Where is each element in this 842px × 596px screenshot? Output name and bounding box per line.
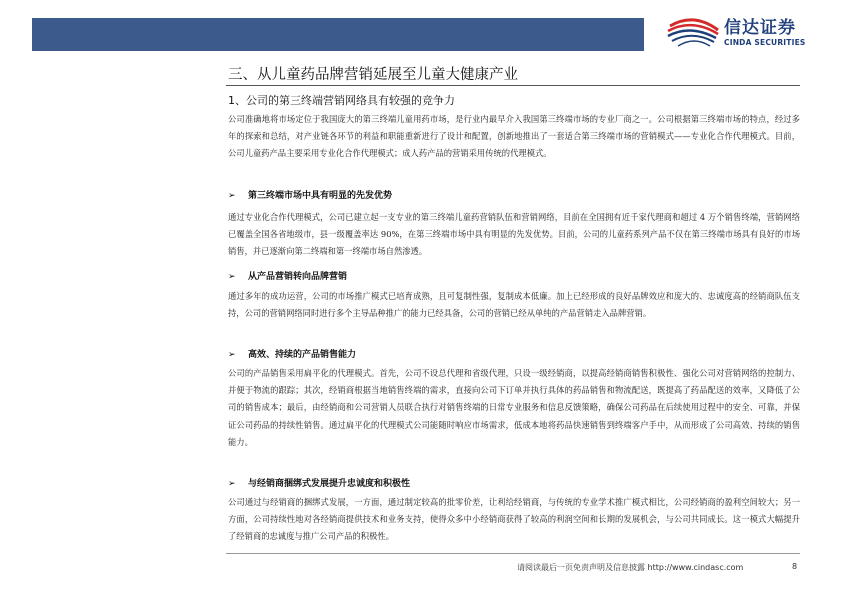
- subsection-title: 1、公司的第三终端营销网络具有较强的竞争力: [228, 94, 455, 107]
- footer-disclaimer-link[interactable]: 请阅读最后一页免责声明及信息披露 http://www.cindasc.com: [517, 563, 744, 572]
- footer-divider: [226, 553, 800, 554]
- bullet-heading-4: [228, 476, 410, 489]
- bullet-heading-text: 高效、持续的产品销售能力: [248, 350, 357, 360]
- bullet-heading-text: 与经销商捆绑式发展提升忠诚度和积极性: [248, 479, 411, 489]
- bullet-heading-text: 第三终端市场中具有明显的先发优势: [248, 191, 393, 201]
- bullet-heading-text: 从产品营销转向品牌营销: [248, 272, 348, 282]
- brand-name-en: CINDA SECURITIES: [724, 38, 806, 47]
- arrow-bullet-icon: ➢: [228, 479, 236, 489]
- logo-text: [724, 18, 806, 47]
- section-divider: [226, 85, 800, 86]
- arrow-bullet-icon: ➢: [228, 191, 236, 201]
- intro-paragraph: 公司准确地将市场定位于我国庞大的第三终端儿童用药市场，是行业内最早介入我国第三终端市场的专业厂商之一。公司根据第三终端市场的特点，经过多年的探索和总结，对产业链各环节的利益和职能重新进行了设计和配置，创新地推出了一套适合第三终端市场的营销模式——专业化合作代理模式。目前，公司儿童药产品主要采用专业化合作代理模式；成人药产品的营销采用传统的代理模式。: [228, 114, 800, 159]
- section-title: 三、从儿童药品牌营销延展至儿童大健康产业: [228, 67, 518, 83]
- paragraph-distributor-binding: 公司通过与经销商的捆绑式发展，一方面，通过制定较高的批零价差，让利给经销商，与传统的专业学术推广模式相比，公司经销商的盈利空间较大；另一方面，公司持续性地对各经销商提供技术和业务支持，使得众多中小经销商获得了较高的利润空间和长期的发展机会，与公司共同成长。这一模式大幅提升了经销商的忠诚度与推广公司产品的积极性。: [228, 497, 800, 542]
- bullet-heading-3: [228, 347, 356, 360]
- brand-name-cn: 信达证券: [724, 18, 796, 38]
- arrow-bullet-icon: ➢: [228, 350, 236, 360]
- paragraph-brand-marketing: 通过多年的成功运营，公司的市场推广模式已培育成熟，且可复制性强，复制成本低廉。加上已经形成的良好品牌效应和庞大的、忠诚度高的经销商队伍支持，公司的营销网络同时进行多个主导品种推广的能力已经具备，公司的营销已经从单纯的产品营销走入品牌营销。: [228, 291, 800, 319]
- header-bar: [32, 18, 644, 51]
- paragraph-sales-capability: 公司的产品销售采用扁平化的代理模式。首先，公司不设总代理和省级代理，只设一级经销商，以提高经销商销售积极性、强化公司对营销网络的控制力、并便于物流的跟踪；其次，经销商根据当地销售终端的需求，直接向公司下订单并执行具体的药品销售和物流配送，既提高了药品配送的效率，又降低了公司的销售成本；最后，由经销商和公司营销人员联合执行对销售终端的日常专业服务和信息反馈策略，确保公司药品在后续使用过程中的安全、可靠，并保证公司药品的持续性销售。通过扁平化的代理模式公司能随时响应市场需求，低成本地将药品快速销售到终端客户手中，从而形成了公司高效、持续的销售能力。: [228, 368, 800, 447]
- bullet-heading-1: [228, 188, 392, 201]
- logo-swoosh-icon: [668, 20, 718, 46]
- page-number: 8: [792, 562, 798, 571]
- paragraph-first-mover: 通过专业化合作代理模式，公司已建立起一支专业的第三终端儿童药营销队伍和营销网络，目前在全国拥有近千家代理商和超过 4 万个销售终端，营销网络已覆盖全国各省地级市，县一级覆盖率达 90%，在第三终端市场中具有明显的先发优势。目前，公司的儿童药系列产品不仅在第三终端市场具有良好的市场销售，并已逐渐向第二终端和第一终端市场自然渗透。: [228, 212, 800, 257]
- arrow-bullet-icon: ➢: [228, 272, 236, 282]
- bullet-heading-2: [228, 269, 347, 282]
